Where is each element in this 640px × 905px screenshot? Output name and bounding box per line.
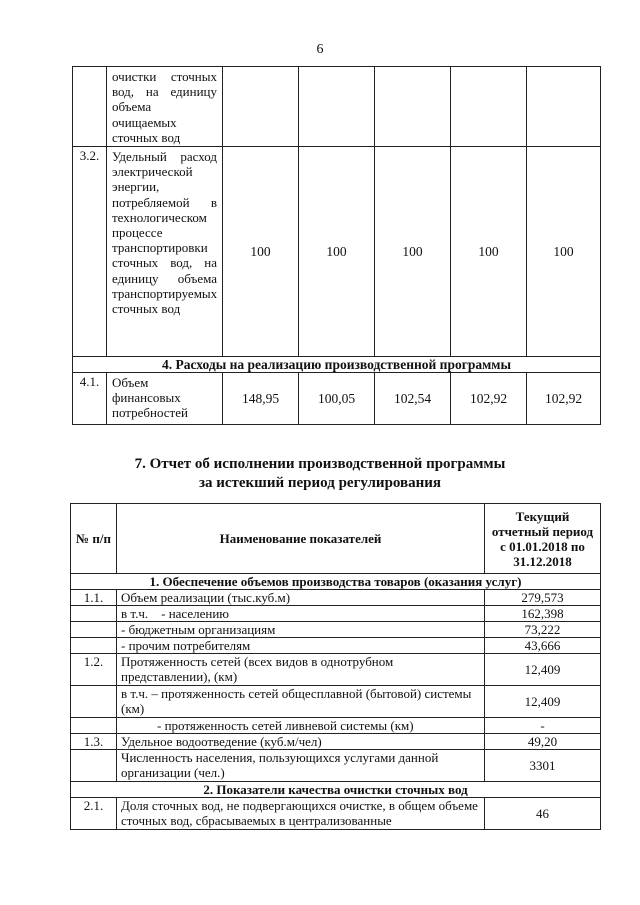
row-number: 1.2. [71,654,117,686]
table-row [71,750,601,782]
heading-line-2: за истекший период регулирования [198,475,442,491]
table-row [73,147,601,357]
header-name: Наименование показателей [117,504,485,574]
row-number [71,622,117,638]
value-cell: 102,92 [527,373,601,425]
value-cell: 73,222 [485,622,601,638]
value-cell: 46 [485,798,601,830]
value-cell [375,67,451,147]
table-row [71,654,601,686]
section-title: 4. Расходы на реализацию производственной программы [73,357,601,373]
section-row [71,574,601,590]
value-cell: 102,92 [451,373,527,425]
value-cell: 49,20 [485,734,601,750]
page-number: 6 [316,42,324,57]
row-number [71,718,117,734]
value-cell: 279,573 [485,590,601,606]
value-cell: 3301 [485,750,601,782]
indicator-name: в т.ч. - населению [117,606,485,622]
report-table [70,503,601,830]
row-number [71,686,117,718]
indicator-name: Протяженность сетей (всех видов в однотрубном представлении), (км) [117,654,485,686]
value-cell: 100 [223,147,299,357]
table-row [71,798,601,830]
table-row [71,606,601,622]
table-row [71,734,601,750]
indicator-name: очистки сточных вод, на единицу объема очищаемых сточных вод [107,67,223,147]
table-row [71,718,601,734]
header-row [71,504,601,574]
table-row [71,622,601,638]
row-number: 2.1. [71,798,117,830]
heading-line-1: 7. Отчет об исполнении производственной программы [134,456,506,472]
row-number: 1.3. [71,734,117,750]
indicator-name: Доля сточных вод, не подвергающихся очистке, в общем объеме сточных вод, сбрасываемых в централизованные [117,798,485,830]
indicator-name: - прочим потребителям [117,638,485,654]
value-cell: 100 [375,147,451,357]
value-cell: 43,666 [485,638,601,654]
row-number: 4.1. [73,373,107,425]
value-cell [299,67,375,147]
section-title: 1. Обеспечение объемов производства товаров (оказания услуг) [71,574,601,590]
value-cell: 162,398 [485,606,601,622]
value-cell: 102,54 [375,373,451,425]
value-cell: 148,95 [223,373,299,425]
indicator-name: Объем финансовых потребностей [107,373,223,425]
value-cell: 100 [527,147,601,357]
value-cell: - [485,718,601,734]
indicators-table-continued [72,66,601,425]
table-row [71,590,601,606]
indicator-name: Удельный расход электрической энергии, потребляемой в технологическом процессе транспортировки сточных вод, на единицу объема транспортируемых сточных вод [107,147,223,357]
table-row [71,638,601,654]
value-cell: 100 [451,147,527,357]
row-number: 1.1. [71,590,117,606]
indicator-name: Удельное водоотведение (куб.м/чел) [117,734,485,750]
value-cell: 12,409 [485,654,601,686]
indicator-name: Численность населения, пользующихся услугами данной организации (чел.) [117,750,485,782]
header-number: № п/п [71,504,117,574]
value-cell: 100,05 [299,373,375,425]
value-cell: 12,409 [485,686,601,718]
section-row [71,782,601,798]
value-cell [223,67,299,147]
table-row [73,67,601,147]
section-row [73,357,601,373]
row-number [71,750,117,782]
indicator-name: в т.ч. – протяженность сетей общесплавной (бытовой) системы (км) [117,686,485,718]
row-number: 3.2. [73,147,107,357]
table-row [71,686,601,718]
indicator-name: - бюджетным организациям [117,622,485,638]
section-title: 2. Показатели качества очистки сточных вод [71,782,601,798]
table-row [73,373,601,425]
value-cell: 100 [299,147,375,357]
indicator-name: - протяженность сетей ливневой системы (км) [117,718,485,734]
value-cell [451,67,527,147]
section-heading [0,455,640,493]
indicator-name: Объем реализации (тыс.куб.м) [117,590,485,606]
row-number [71,606,117,622]
value-cell [527,67,601,147]
row-number [73,67,107,147]
row-number [71,638,117,654]
header-period: Текущий отчетный период с 01.01.2018 по 31.12.2018 [485,504,601,574]
